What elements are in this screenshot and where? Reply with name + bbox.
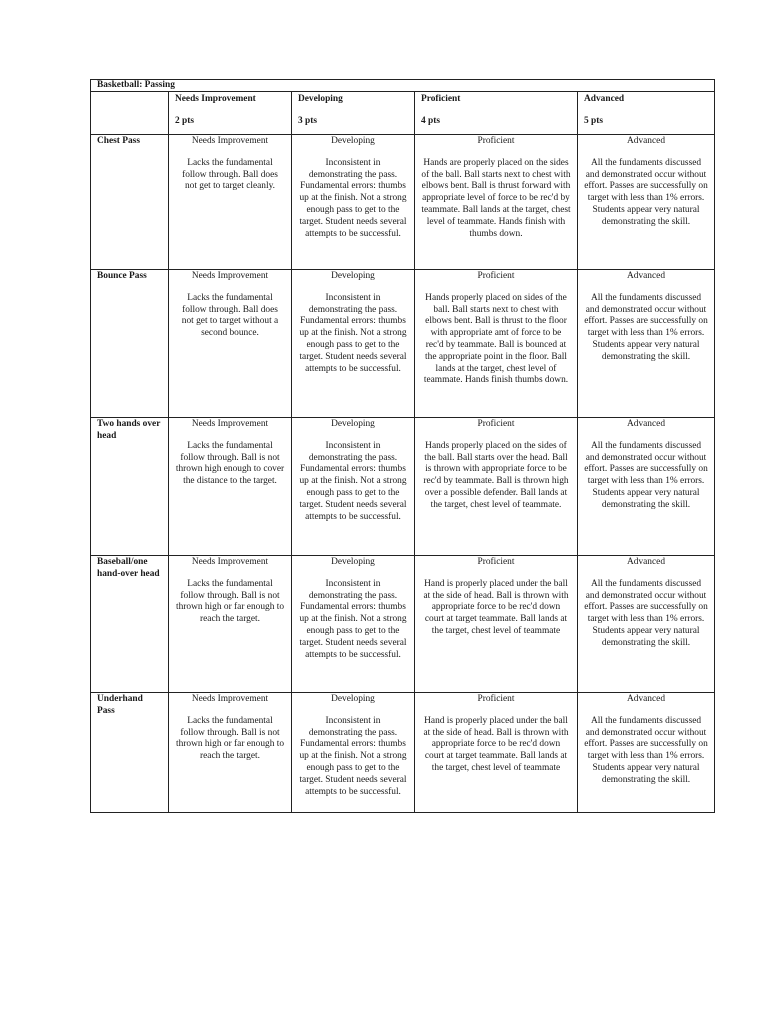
skill-name: Chest Pass bbox=[91, 135, 169, 270]
cell-level-label: Developing bbox=[331, 557, 375, 567]
table-row bbox=[91, 418, 715, 556]
level-name: Advanced bbox=[584, 94, 625, 104]
header-proficient bbox=[415, 92, 578, 135]
cell-description: All the fundaments discussed and demonstrated occur without effort. Passes are successfully on target with less than 1% errors. Students appear very natural demonstrating the skill. bbox=[584, 157, 708, 227]
cell-level-label: Developing bbox=[331, 136, 375, 146]
skill-name: Baseball/one hand-over head bbox=[91, 556, 169, 693]
cell-level-label: Proficient bbox=[477, 694, 515, 704]
header-needs-improvement bbox=[169, 92, 292, 135]
cell-description: Hand is properly placed under the ball at the side of head. Ball is thrown with appropriate force to be rec'd down court at target teammate. Ball lands at the target, chest level of teammate bbox=[423, 578, 569, 636]
cell-description: Lacks the fundamental follow through. Ball is not thrown high or far enough to reach the target. bbox=[175, 715, 285, 762]
header-corner-cell bbox=[91, 92, 169, 135]
cell-level-label: Needs Improvement bbox=[191, 271, 269, 281]
cell-level-label: Proficient bbox=[477, 557, 515, 567]
cell-level-label: Developing bbox=[331, 271, 375, 281]
title-row bbox=[91, 80, 715, 92]
cell-description: Hand is properly placed under the ball at the side of head. Ball is thrown with appropriate force to be rec'd down court at target teammate. Ball lands at the target, chest level of teammate bbox=[423, 715, 569, 773]
cell-level-label: Proficient bbox=[477, 419, 515, 429]
header-developing bbox=[292, 92, 415, 135]
level-name: Needs Improvement bbox=[175, 94, 256, 104]
rubric-cell bbox=[578, 693, 715, 813]
cell-description: All the fundaments discussed and demonstrated occur without effort. Passes are successfully on target with less than 1% errors. Students appear very natural demonstrating the skill. bbox=[584, 715, 708, 785]
rubric-cell bbox=[169, 270, 292, 418]
cell-level-label: Advanced bbox=[627, 419, 666, 429]
rubric-cell bbox=[415, 418, 578, 556]
cell-description: All the fundaments discussed and demonstrated occur without effort. Passes are successfully on target with less than 1% errors. Students appear very natural demonstrating the skill. bbox=[584, 578, 708, 648]
skill-name: Underhand Pass bbox=[91, 693, 169, 813]
level-points: 2 pts bbox=[175, 115, 195, 126]
rubric-cell bbox=[292, 693, 415, 813]
level-points: 4 pts bbox=[421, 115, 441, 126]
level-points: 5 pts bbox=[584, 115, 604, 126]
cell-level-label: Developing bbox=[331, 419, 375, 429]
cell-description: Hands properly placed on the sides of the ball. Ball starts over the head. Ball is thrown with appropriate force to be rec'd by teammate. Ball is thrown high over a possible defender. Ball lands at the target, chest level of teammate. bbox=[423, 440, 569, 510]
cell-level-label: Advanced bbox=[627, 557, 666, 567]
rubric-cell bbox=[292, 556, 415, 693]
cell-description: Hands properly placed on sides of the ball. Ball starts next to chest with elbows bent. Ball is thrust to the floor with appropriate amt of force to be rec'd by teammate. Ball is bounced at the appropriate point in the floor. Ball lands at the target, chest level of teammate. Hands finish thumbs down. bbox=[423, 292, 569, 386]
table-row bbox=[91, 693, 715, 813]
cell-level-label: Proficient bbox=[477, 136, 515, 146]
rubric-cell bbox=[169, 556, 292, 693]
cell-description: Inconsistent in demonstrating the pass. Fundamental errors: thumbs up at the finish. Not a strong enough pass to get to the target. Student needs several attempts to be successful. bbox=[299, 578, 407, 660]
cell-level-label: Needs Improvement bbox=[191, 557, 269, 567]
rubric-cell bbox=[415, 693, 578, 813]
cell-description: Lacks the fundamental follow through. Ball is not thrown high enough to cover the distance to the target. bbox=[175, 440, 285, 487]
rubric-table bbox=[90, 79, 715, 813]
rubric-cell bbox=[292, 270, 415, 418]
cell-level-label: Needs Improvement bbox=[191, 419, 269, 429]
cell-description: Lacks the fundamental follow through. Ball is not thrown high or far enough to reach the target. bbox=[175, 578, 285, 625]
rubric-cell bbox=[415, 556, 578, 693]
cell-description: All the fundaments discussed and demonstrated occur without effort. Passes are successfully on target with less than 1% errors. Students appear very natural demonstrating the skill. bbox=[584, 440, 708, 510]
rubric-cell bbox=[169, 135, 292, 270]
rubric-cell bbox=[169, 693, 292, 813]
cell-description: Inconsistent in demonstrating the pass. Fundamental errors: thumbs up at the finish. Not a strong enough pass to get to the target. Student needs several attempts to be successful. bbox=[299, 715, 407, 797]
level-name: Developing bbox=[298, 94, 343, 104]
header-row bbox=[91, 92, 715, 135]
cell-description: Inconsistent in demonstrating the pass. Fundamental errors: thumbs up at the finish. Not a strong enough pass to get to the target. Student needs several attempts to be successful. bbox=[299, 440, 407, 522]
header-advanced bbox=[578, 92, 715, 135]
cell-level-label: Advanced bbox=[627, 271, 666, 281]
cell-description: Hands are properly placed on the sides of the ball. Ball starts next to chest with elbows bent. Ball is thrust forward with appropriate level of force to be rec'd by teammate. Ball lands at the target, chest level of teammate. Hands finish with thumbs down. bbox=[421, 157, 571, 239]
level-points: 3 pts bbox=[298, 115, 318, 126]
rubric-cell bbox=[415, 270, 578, 418]
rubric-cell bbox=[578, 270, 715, 418]
skill-name: Two hands over head bbox=[91, 418, 169, 556]
cell-level-label: Advanced bbox=[627, 694, 666, 704]
rubric-cell bbox=[415, 135, 578, 270]
rubric-title: Basketball: Passing bbox=[91, 80, 715, 92]
cell-description: Inconsistent in demonstrating the pass. Fundamental errors: thumbs up at the finish. Not a strong enough pass to get to the target. Student needs several attempts to be successful. bbox=[299, 157, 407, 239]
table-row bbox=[91, 556, 715, 693]
level-name: Proficient bbox=[421, 94, 461, 104]
cell-description: Lacks the fundamental follow through. Ball does not get to target without a second bounce. bbox=[181, 292, 279, 339]
cell-description: All the fundaments discussed and demonstrated occur without effort. Passes are successfully on target with less than 1% errors. Students appear very natural demonstrating the skill. bbox=[584, 292, 708, 362]
cell-level-label: Proficient bbox=[477, 271, 515, 281]
rubric-cell bbox=[292, 418, 415, 556]
rubric-cell bbox=[169, 418, 292, 556]
rubric-cell bbox=[292, 135, 415, 270]
rubric-cell bbox=[578, 556, 715, 693]
cell-level-label: Advanced bbox=[627, 136, 666, 146]
rubric-cell bbox=[578, 135, 715, 270]
rubric-cell bbox=[578, 418, 715, 556]
cell-level-label: Needs Improvement bbox=[191, 694, 269, 704]
skill-name: Bounce Pass bbox=[91, 270, 169, 418]
cell-description: Inconsistent in demonstrating the pass. Fundamental errors: thumbs up at the finish. Not a strong enough pass to get to the target. Student needs several attempts to be successful. bbox=[299, 292, 407, 374]
cell-description: Lacks the fundamental follow through. Ball does not get to target cleanly. bbox=[182, 157, 278, 192]
cell-level-label: Needs Improvement bbox=[191, 136, 269, 146]
cell-level-label: Developing bbox=[331, 694, 375, 704]
table-row bbox=[91, 270, 715, 418]
table-row bbox=[91, 135, 715, 270]
